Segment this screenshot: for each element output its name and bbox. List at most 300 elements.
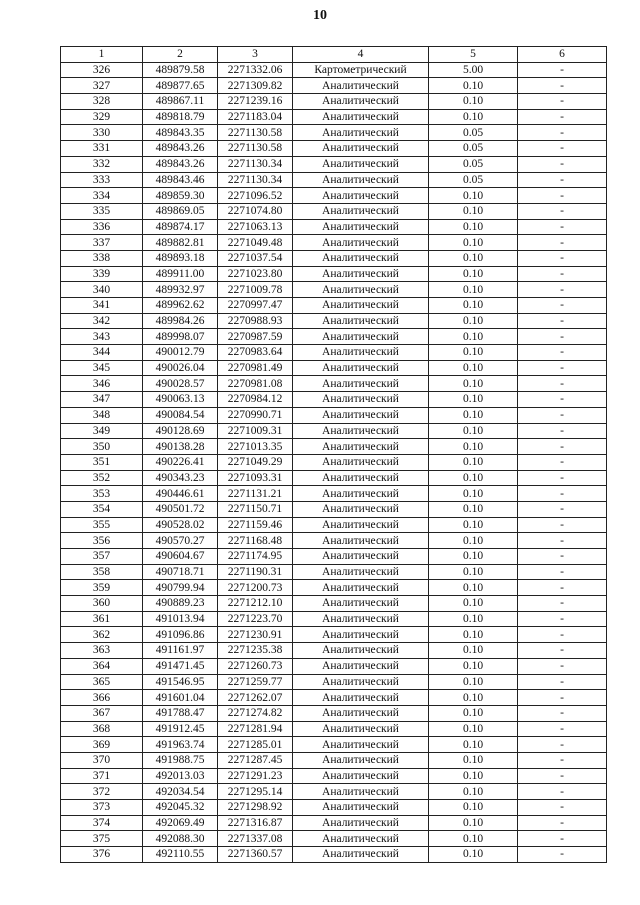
accuracy-cell: 0.10 <box>429 549 518 565</box>
table-row <box>61 815 607 831</box>
table-row <box>61 329 607 345</box>
table-body <box>61 62 607 862</box>
point-number-cell: 360 <box>61 596 143 612</box>
x-coordinate-cell: 490501.72 <box>143 501 218 517</box>
note-cell: - <box>518 486 607 502</box>
y-coordinate-cell: 2271230.91 <box>218 627 293 643</box>
accuracy-cell: 0.10 <box>429 439 518 455</box>
method-cell: Аналитический <box>293 78 429 94</box>
y-coordinate-cell: 2271200.73 <box>218 580 293 596</box>
method-cell: Аналитический <box>293 392 429 408</box>
accuracy-cell: 0.10 <box>429 705 518 721</box>
point-number-cell: 343 <box>61 329 143 345</box>
y-coordinate-cell: 2271291.23 <box>218 768 293 784</box>
note-cell: - <box>518 768 607 784</box>
method-cell: Аналитический <box>293 831 429 847</box>
accuracy-cell: 0.10 <box>429 674 518 690</box>
method-cell: Аналитический <box>293 94 429 110</box>
method-cell: Аналитический <box>293 407 429 423</box>
table-row <box>61 235 607 251</box>
y-coordinate-cell: 2271212.10 <box>218 596 293 612</box>
x-coordinate-cell: 489818.79 <box>143 109 218 125</box>
note-cell: - <box>518 266 607 282</box>
y-coordinate-cell: 2271130.34 <box>218 156 293 172</box>
column-header: 4 <box>293 47 429 63</box>
accuracy-cell: 0.10 <box>429 235 518 251</box>
note-cell: - <box>518 847 607 863</box>
method-cell: Аналитический <box>293 282 429 298</box>
note-cell: - <box>518 596 607 612</box>
table-row <box>61 78 607 94</box>
x-coordinate-cell: 492013.03 <box>143 768 218 784</box>
note-cell: - <box>518 549 607 565</box>
method-cell: Аналитический <box>293 800 429 816</box>
y-coordinate-cell: 2271309.82 <box>218 78 293 94</box>
x-coordinate-cell: 490028.57 <box>143 376 218 392</box>
method-cell: Аналитический <box>293 752 429 768</box>
note-cell: - <box>518 611 607 627</box>
point-number-cell: 371 <box>61 768 143 784</box>
note-cell: - <box>518 690 607 706</box>
point-number-cell: 357 <box>61 549 143 565</box>
table-row <box>61 611 607 627</box>
y-coordinate-cell: 2271223.70 <box>218 611 293 627</box>
accuracy-cell: 0.10 <box>429 517 518 533</box>
table-row <box>61 219 607 235</box>
x-coordinate-cell: 489843.46 <box>143 172 218 188</box>
y-coordinate-cell: 2270990.71 <box>218 407 293 423</box>
coordinates-table <box>60 46 607 863</box>
x-coordinate-cell: 491963.74 <box>143 737 218 753</box>
point-number-cell: 365 <box>61 674 143 690</box>
table-row <box>61 407 607 423</box>
method-cell: Аналитический <box>293 501 429 517</box>
method-cell: Аналитический <box>293 705 429 721</box>
note-cell: - <box>518 407 607 423</box>
method-cell: Аналитический <box>293 329 429 345</box>
table-row <box>61 831 607 847</box>
method-cell: Аналитический <box>293 266 429 282</box>
method-cell: Аналитический <box>293 690 429 706</box>
method-cell: Аналитический <box>293 486 429 502</box>
method-cell: Аналитический <box>293 517 429 533</box>
x-coordinate-cell: 489998.07 <box>143 329 218 345</box>
method-cell: Аналитический <box>293 596 429 612</box>
x-coordinate-cell: 489877.65 <box>143 78 218 94</box>
x-coordinate-cell: 492088.30 <box>143 831 218 847</box>
y-coordinate-cell: 2271337.08 <box>218 831 293 847</box>
x-coordinate-cell: 490138.28 <box>143 439 218 455</box>
x-coordinate-cell: 489843.26 <box>143 156 218 172</box>
x-coordinate-cell: 489932.97 <box>143 282 218 298</box>
x-coordinate-cell: 491471.45 <box>143 658 218 674</box>
table-row <box>61 721 607 737</box>
point-number-cell: 359 <box>61 580 143 596</box>
x-coordinate-cell: 489859.30 <box>143 188 218 204</box>
accuracy-cell: 0.10 <box>429 533 518 549</box>
method-cell: Аналитический <box>293 737 429 753</box>
table-row <box>61 800 607 816</box>
accuracy-cell: 0.10 <box>429 627 518 643</box>
y-coordinate-cell: 2271023.80 <box>218 266 293 282</box>
point-number-cell: 340 <box>61 282 143 298</box>
point-number-cell: 341 <box>61 298 143 314</box>
x-coordinate-cell: 491988.75 <box>143 752 218 768</box>
method-cell: Аналитический <box>293 203 429 219</box>
table-row <box>61 737 607 753</box>
column-header: 1 <box>61 47 143 63</box>
method-cell: Аналитический <box>293 564 429 580</box>
method-cell: Аналитический <box>293 549 429 565</box>
accuracy-cell: 5.00 <box>429 62 518 78</box>
note-cell: - <box>518 721 607 737</box>
point-number-cell: 354 <box>61 501 143 517</box>
column-header: 6 <box>518 47 607 63</box>
note-cell: - <box>518 815 607 831</box>
note-cell: - <box>518 313 607 329</box>
point-number-cell: 348 <box>61 407 143 423</box>
table-row <box>61 643 607 659</box>
table-row <box>61 62 607 78</box>
x-coordinate-cell: 489843.35 <box>143 125 218 141</box>
accuracy-cell: 0.10 <box>429 219 518 235</box>
method-cell: Аналитический <box>293 627 429 643</box>
table-row <box>61 360 607 376</box>
method-cell: Аналитический <box>293 156 429 172</box>
y-coordinate-cell: 2271295.14 <box>218 784 293 800</box>
x-coordinate-cell: 489893.18 <box>143 250 218 266</box>
point-number-cell: 336 <box>61 219 143 235</box>
point-number-cell: 362 <box>61 627 143 643</box>
point-number-cell: 364 <box>61 658 143 674</box>
x-coordinate-cell: 492045.32 <box>143 800 218 816</box>
point-number-cell: 338 <box>61 250 143 266</box>
point-number-cell: 363 <box>61 643 143 659</box>
point-number-cell: 351 <box>61 454 143 470</box>
y-coordinate-cell: 2271190.31 <box>218 564 293 580</box>
x-coordinate-cell: 490889.23 <box>143 596 218 612</box>
x-coordinate-cell: 489984.26 <box>143 313 218 329</box>
y-coordinate-cell: 2271037.54 <box>218 250 293 266</box>
note-cell: - <box>518 674 607 690</box>
table-row <box>61 549 607 565</box>
table-row <box>61 627 607 643</box>
table-row <box>61 313 607 329</box>
y-coordinate-cell: 2271130.34 <box>218 172 293 188</box>
note-cell: - <box>518 564 607 580</box>
method-cell: Аналитический <box>293 815 429 831</box>
accuracy-cell: 0.10 <box>429 737 518 753</box>
note-cell: - <box>518 329 607 345</box>
x-coordinate-cell: 491161.97 <box>143 643 218 659</box>
y-coordinate-cell: 2271274.82 <box>218 705 293 721</box>
x-coordinate-cell: 490446.61 <box>143 486 218 502</box>
note-cell: - <box>518 345 607 361</box>
method-cell: Аналитический <box>293 360 429 376</box>
method-cell: Аналитический <box>293 141 429 157</box>
point-number-cell: 330 <box>61 125 143 141</box>
note-cell: - <box>518 156 607 172</box>
accuracy-cell: 0.10 <box>429 423 518 439</box>
table-row <box>61 486 607 502</box>
point-number-cell: 374 <box>61 815 143 831</box>
y-coordinate-cell: 2271074.80 <box>218 203 293 219</box>
point-number-cell: 353 <box>61 486 143 502</box>
accuracy-cell: 0.10 <box>429 486 518 502</box>
method-cell: Аналитический <box>293 580 429 596</box>
note-cell: - <box>518 94 607 110</box>
table-row <box>61 266 607 282</box>
x-coordinate-cell: 489843.26 <box>143 141 218 157</box>
point-number-cell: 370 <box>61 752 143 768</box>
y-coordinate-cell: 2271316.87 <box>218 815 293 831</box>
accuracy-cell: 0.10 <box>429 784 518 800</box>
accuracy-cell: 0.10 <box>429 800 518 816</box>
point-number-cell: 346 <box>61 376 143 392</box>
x-coordinate-cell: 490026.04 <box>143 360 218 376</box>
y-coordinate-cell: 2271174.95 <box>218 549 293 565</box>
column-header: 5 <box>429 47 518 63</box>
note-cell: - <box>518 125 607 141</box>
note-cell: - <box>518 737 607 753</box>
method-cell: Аналитический <box>293 298 429 314</box>
y-coordinate-cell: 2271285.01 <box>218 737 293 753</box>
x-coordinate-cell: 489874.17 <box>143 219 218 235</box>
note-cell: - <box>518 800 607 816</box>
accuracy-cell: 0.10 <box>429 329 518 345</box>
point-number-cell: 349 <box>61 423 143 439</box>
y-coordinate-cell: 2270981.08 <box>218 376 293 392</box>
point-number-cell: 369 <box>61 737 143 753</box>
method-cell: Аналитический <box>293 658 429 674</box>
accuracy-cell: 0.10 <box>429 721 518 737</box>
point-number-cell: 366 <box>61 690 143 706</box>
accuracy-cell: 0.10 <box>429 768 518 784</box>
method-cell: Аналитический <box>293 674 429 690</box>
table-row <box>61 690 607 706</box>
point-number-cell: 355 <box>61 517 143 533</box>
y-coordinate-cell: 2271259.77 <box>218 674 293 690</box>
point-number-cell: 367 <box>61 705 143 721</box>
method-cell: Аналитический <box>293 250 429 266</box>
table-row <box>61 705 607 721</box>
y-coordinate-cell: 2271130.58 <box>218 125 293 141</box>
method-cell: Аналитический <box>293 533 429 549</box>
column-header: 3 <box>218 47 293 63</box>
x-coordinate-cell: 492069.49 <box>143 815 218 831</box>
y-coordinate-cell: 2271009.31 <box>218 423 293 439</box>
accuracy-cell: 0.10 <box>429 690 518 706</box>
x-coordinate-cell: 490012.79 <box>143 345 218 361</box>
table-row <box>61 94 607 110</box>
accuracy-cell: 0.10 <box>429 266 518 282</box>
x-coordinate-cell: 490343.23 <box>143 470 218 486</box>
point-number-cell: 331 <box>61 141 143 157</box>
table-row <box>61 470 607 486</box>
point-number-cell: 335 <box>61 203 143 219</box>
accuracy-cell: 0.10 <box>429 376 518 392</box>
method-cell: Аналитический <box>293 768 429 784</box>
table-row <box>61 454 607 470</box>
accuracy-cell: 0.10 <box>429 643 518 659</box>
x-coordinate-cell: 490084.54 <box>143 407 218 423</box>
note-cell: - <box>518 282 607 298</box>
note-cell: - <box>518 501 607 517</box>
table-row <box>61 282 607 298</box>
point-number-cell: 342 <box>61 313 143 329</box>
table-row <box>61 658 607 674</box>
table-row <box>61 517 607 533</box>
point-number-cell: 328 <box>61 94 143 110</box>
point-number-cell: 345 <box>61 360 143 376</box>
method-cell: Аналитический <box>293 454 429 470</box>
accuracy-cell: 0.10 <box>429 203 518 219</box>
y-coordinate-cell: 2271298.92 <box>218 800 293 816</box>
accuracy-cell: 0.10 <box>429 847 518 863</box>
table-row <box>61 203 607 219</box>
table-row <box>61 439 607 455</box>
table-row <box>61 298 607 314</box>
table-row <box>61 564 607 580</box>
accuracy-cell: 0.10 <box>429 407 518 423</box>
table-row <box>61 752 607 768</box>
y-coordinate-cell: 2270988.93 <box>218 313 293 329</box>
y-coordinate-cell: 2271235.38 <box>218 643 293 659</box>
method-cell: Аналитический <box>293 470 429 486</box>
x-coordinate-cell: 490128.69 <box>143 423 218 439</box>
accuracy-cell: 0.10 <box>429 454 518 470</box>
accuracy-cell: 0.10 <box>429 282 518 298</box>
note-cell: - <box>518 360 607 376</box>
x-coordinate-cell: 490718.71 <box>143 564 218 580</box>
x-coordinate-cell: 491788.47 <box>143 705 218 721</box>
accuracy-cell: 0.10 <box>429 752 518 768</box>
table-row <box>61 533 607 549</box>
point-number-cell: 347 <box>61 392 143 408</box>
point-number-cell: 334 <box>61 188 143 204</box>
y-coordinate-cell: 2271332.06 <box>218 62 293 78</box>
y-coordinate-cell: 2271360.57 <box>218 847 293 863</box>
point-number-cell: 337 <box>61 235 143 251</box>
y-coordinate-cell: 2270981.49 <box>218 360 293 376</box>
x-coordinate-cell: 491546.95 <box>143 674 218 690</box>
note-cell: - <box>518 439 607 455</box>
point-number-cell: 344 <box>61 345 143 361</box>
point-number-cell: 356 <box>61 533 143 549</box>
note-cell: - <box>518 235 607 251</box>
accuracy-cell: 0.10 <box>429 611 518 627</box>
x-coordinate-cell: 489869.05 <box>143 203 218 219</box>
table-row <box>61 250 607 266</box>
accuracy-cell: 0.10 <box>429 78 518 94</box>
page-number: 10 <box>313 8 327 23</box>
x-coordinate-cell: 490528.02 <box>143 517 218 533</box>
y-coordinate-cell: 2270987.59 <box>218 329 293 345</box>
x-coordinate-cell: 492110.55 <box>143 847 218 863</box>
point-number-cell: 333 <box>61 172 143 188</box>
table-row <box>61 580 607 596</box>
note-cell: - <box>518 752 607 768</box>
x-coordinate-cell: 491096.86 <box>143 627 218 643</box>
y-coordinate-cell: 2271131.21 <box>218 486 293 502</box>
y-coordinate-cell: 2271049.29 <box>218 454 293 470</box>
table-row <box>61 674 607 690</box>
note-cell: - <box>518 627 607 643</box>
method-cell: Аналитический <box>293 643 429 659</box>
point-number-cell: 375 <box>61 831 143 847</box>
method-cell: Аналитический <box>293 188 429 204</box>
accuracy-cell: 0.05 <box>429 172 518 188</box>
accuracy-cell: 0.10 <box>429 596 518 612</box>
note-cell: - <box>518 454 607 470</box>
accuracy-cell: 0.05 <box>429 156 518 172</box>
y-coordinate-cell: 2271063.13 <box>218 219 293 235</box>
accuracy-cell: 0.10 <box>429 360 518 376</box>
accuracy-cell: 0.10 <box>429 345 518 361</box>
point-number-cell: 358 <box>61 564 143 580</box>
y-coordinate-cell: 2270984.12 <box>218 392 293 408</box>
point-number-cell: 326 <box>61 62 143 78</box>
table-row <box>61 188 607 204</box>
x-coordinate-cell: 491601.04 <box>143 690 218 706</box>
x-coordinate-cell: 489867.11 <box>143 94 218 110</box>
note-cell: - <box>518 172 607 188</box>
accuracy-cell: 0.05 <box>429 125 518 141</box>
point-number-cell: 327 <box>61 78 143 94</box>
method-cell: Картометрический <box>293 62 429 78</box>
note-cell: - <box>518 188 607 204</box>
y-coordinate-cell: 2270983.64 <box>218 345 293 361</box>
y-coordinate-cell: 2271168.48 <box>218 533 293 549</box>
accuracy-cell: 0.10 <box>429 580 518 596</box>
point-number-cell: 373 <box>61 800 143 816</box>
note-cell: - <box>518 78 607 94</box>
table-row <box>61 345 607 361</box>
x-coordinate-cell: 489962.62 <box>143 298 218 314</box>
accuracy-cell: 0.10 <box>429 94 518 110</box>
method-cell: Аналитический <box>293 172 429 188</box>
table-row <box>61 376 607 392</box>
y-coordinate-cell: 2271150.71 <box>218 501 293 517</box>
x-coordinate-cell: 490063.13 <box>143 392 218 408</box>
x-coordinate-cell: 491912.45 <box>143 721 218 737</box>
y-coordinate-cell: 2271287.45 <box>218 752 293 768</box>
table-header-row <box>61 47 607 63</box>
note-cell: - <box>518 470 607 486</box>
table-row <box>61 125 607 141</box>
accuracy-cell: 0.10 <box>429 831 518 847</box>
table-row <box>61 847 607 863</box>
note-cell: - <box>518 392 607 408</box>
y-coordinate-cell: 2271096.52 <box>218 188 293 204</box>
note-cell: - <box>518 141 607 157</box>
accuracy-cell: 0.10 <box>429 658 518 674</box>
method-cell: Аналитический <box>293 219 429 235</box>
table-row <box>61 784 607 800</box>
accuracy-cell: 0.10 <box>429 313 518 329</box>
table-row <box>61 172 607 188</box>
note-cell: - <box>518 376 607 392</box>
point-number-cell: 329 <box>61 109 143 125</box>
method-cell: Аналитический <box>293 345 429 361</box>
table-row <box>61 423 607 439</box>
note-cell: - <box>518 658 607 674</box>
y-coordinate-cell: 2271262.07 <box>218 690 293 706</box>
point-number-cell: 376 <box>61 847 143 863</box>
point-number-cell: 352 <box>61 470 143 486</box>
point-number-cell: 361 <box>61 611 143 627</box>
method-cell: Аналитический <box>293 376 429 392</box>
